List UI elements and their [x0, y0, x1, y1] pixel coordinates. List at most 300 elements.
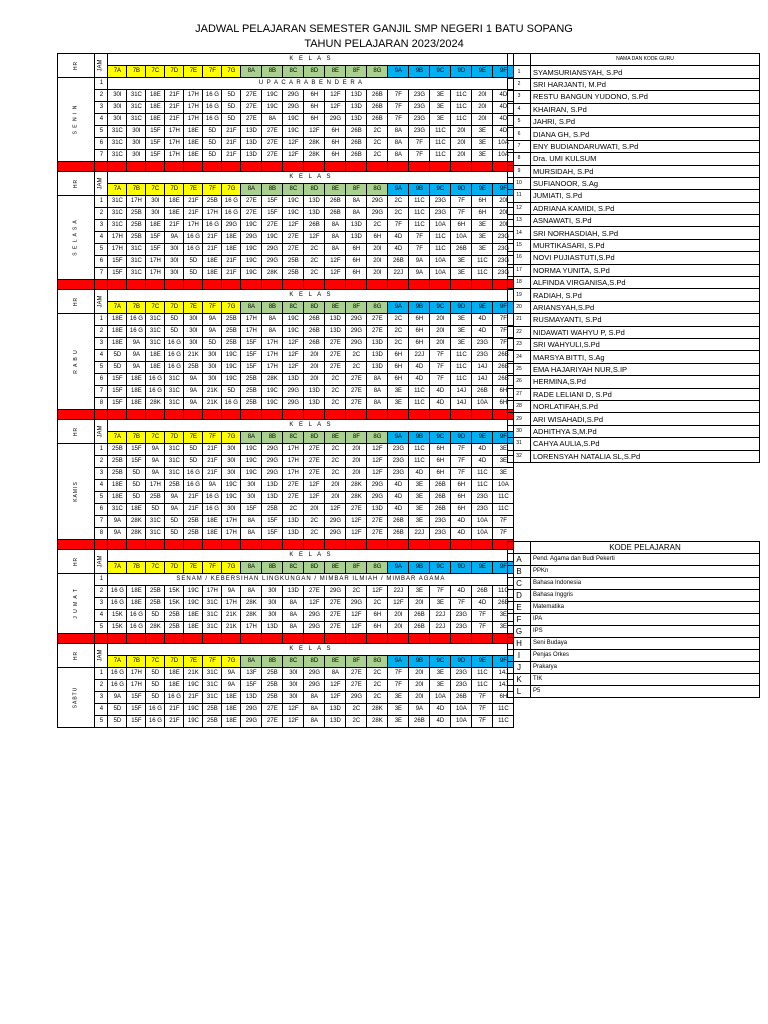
- schedule-cell: 9A: [146, 468, 165, 480]
- schedule-cell: 25B: [108, 456, 127, 468]
- schedule-cell: 31C: [127, 256, 146, 268]
- class-header-cell: 9C: [430, 184, 451, 196]
- schedule-cell: 30I: [262, 610, 283, 622]
- teacher-row: [508, 351, 760, 363]
- schedule-cell: 19C: [222, 480, 241, 492]
- schedule-cell: 21F: [165, 102, 184, 114]
- schedule-cell: 12F: [304, 232, 325, 244]
- schedule-cell: 11C: [451, 374, 472, 386]
- schedule-cell: 19C: [184, 704, 203, 716]
- break-cell: [367, 280, 388, 290]
- break-cell: [146, 634, 165, 644]
- period-number: 4: [95, 232, 108, 244]
- schedule-cell: 29G: [346, 314, 367, 326]
- class-header-cell: 7F: [203, 562, 222, 574]
- schedule-cell: 28K: [146, 398, 165, 410]
- hari-header: [58, 290, 95, 314]
- jam-header-text: JAM: [97, 425, 104, 438]
- schedule-cell: 3E: [472, 138, 493, 150]
- schedule-cell: 18E: [222, 704, 241, 716]
- schedule-cell: 20I: [451, 138, 472, 150]
- schedule-cell: 31C: [108, 196, 127, 208]
- break-cell: [325, 280, 346, 290]
- teacher-name: JUMIATI, S.Pd: [531, 190, 760, 202]
- teacher-number: 12: [508, 202, 531, 214]
- jam-header-text: JAM: [97, 177, 104, 190]
- break-cell: [222, 280, 241, 290]
- schedule-row: [58, 208, 514, 220]
- break-cell: [184, 634, 203, 644]
- class-header-cell: 7A: [108, 66, 127, 78]
- schedule-cell: 4D: [430, 398, 451, 410]
- schedule-cell: 23G: [430, 516, 451, 528]
- schedule-cell: 29G: [346, 692, 367, 704]
- schedule-cell: 7F: [409, 244, 430, 256]
- schedule-row: [58, 504, 514, 516]
- teacher-number: 6: [508, 128, 531, 140]
- schedule-cell: 31C: [165, 456, 184, 468]
- subject-row: [508, 602, 760, 614]
- schedule-cell: 15F: [108, 268, 127, 280]
- schedule-cell: 3E: [451, 314, 472, 326]
- period-number: 7: [95, 386, 108, 398]
- schedule-cell: 23G: [409, 126, 430, 138]
- schedule-cell: 2C: [367, 668, 388, 680]
- schedule-cell: 21K: [222, 610, 241, 622]
- ceremony-note: SENAM / KEBERSIHAN LINGKUNGAN / MIMBAR ILMIAH / MIMBAR AGAMA: [108, 574, 514, 586]
- schedule-cell: 13D: [367, 350, 388, 362]
- schedule-cell: 17H: [146, 256, 165, 268]
- subject-code: C: [508, 578, 531, 590]
- schedule-cell: 9A: [203, 314, 222, 326]
- schedule-cell: 2C: [367, 138, 388, 150]
- schedule-row: [58, 598, 514, 610]
- break-cell: [283, 634, 304, 644]
- schedule-cell: 31C: [165, 398, 184, 410]
- period-number: 4: [95, 480, 108, 492]
- period-number: 2: [95, 456, 108, 468]
- schedule-cell: 21F: [203, 232, 222, 244]
- class-header-cell: 9D: [451, 432, 472, 444]
- schedule-cell: 31C: [203, 680, 222, 692]
- teacher-number: 21: [508, 314, 531, 326]
- class-header-cell: 9B: [409, 66, 430, 78]
- schedule-cell: 29G: [367, 492, 388, 504]
- schedule-cell: 17H: [146, 268, 165, 280]
- schedule-cell: 11C: [472, 256, 493, 268]
- schedule-cell: 5D: [165, 516, 184, 528]
- schedule-cell: 12F: [304, 598, 325, 610]
- subject-row: [508, 662, 760, 674]
- class-header-cell: 7A: [108, 562, 127, 574]
- break-cell: [165, 634, 184, 644]
- teacher-number: 10: [508, 177, 531, 189]
- teacher-row: [508, 252, 760, 264]
- schedule-cell: 20I: [451, 126, 472, 138]
- schedule-cell: 29G: [367, 208, 388, 220]
- teacher-number: 27: [508, 388, 531, 400]
- schedule-cell: 6H: [304, 90, 325, 102]
- schedule-cell: 23G: [451, 622, 472, 634]
- teacher-row: [508, 438, 760, 450]
- teacher-name: LORENSYAH NATALIA SL,S.Pd: [531, 450, 760, 462]
- class-header-cell: 7F: [203, 66, 222, 78]
- period-number: 4: [95, 610, 108, 622]
- schedule-cell: 27E: [346, 504, 367, 516]
- schedule-cell: 9A: [127, 338, 146, 350]
- schedule-cell: 11C: [451, 362, 472, 374]
- teacher-row: [508, 91, 760, 103]
- teacher-name: DIANA GH, S.Pd: [531, 128, 760, 140]
- schedule-cell: 2C: [325, 398, 346, 410]
- day-label: [58, 444, 95, 540]
- schedule-cell: 26B: [493, 350, 514, 362]
- schedule-cell: 15F: [108, 374, 127, 386]
- class-header-cell: 8F: [346, 184, 367, 196]
- schedule-cell: 25B: [146, 586, 165, 598]
- schedule-cell: 12F: [325, 692, 346, 704]
- schedule-cell: 26B: [493, 598, 514, 610]
- schedule-cell: 4D: [388, 504, 409, 516]
- schedule-cell: 26B: [430, 504, 451, 516]
- schedule-cell: 11C: [430, 232, 451, 244]
- schedule-cell: 31C: [165, 468, 184, 480]
- class-header-cell: 7C: [146, 302, 165, 314]
- schedule-cell: 16 G: [203, 114, 222, 126]
- subject-name: IPS: [531, 626, 760, 638]
- schedule-cell: 23G: [472, 350, 493, 362]
- schedule-cell: 16 G: [222, 196, 241, 208]
- schedule-cell: 11C: [493, 704, 514, 716]
- schedule-cell: 4D: [472, 326, 493, 338]
- break-cell: [165, 280, 184, 290]
- schedule-cell: 11C: [472, 668, 493, 680]
- schedule-cell: 30I: [127, 126, 146, 138]
- schedule-cell: 12F: [283, 704, 304, 716]
- schedule-cell: 30I: [203, 350, 222, 362]
- subject-row: [508, 578, 760, 590]
- schedule-cell: 21F: [165, 704, 184, 716]
- teacher-number: 24: [508, 351, 531, 363]
- schedule-cell: 30I: [283, 692, 304, 704]
- period-number: 4: [95, 114, 108, 126]
- teacher-number: 31: [508, 438, 531, 450]
- header-row: [58, 550, 514, 562]
- schedule-cell: 20I: [430, 338, 451, 350]
- schedule-cell: 3E: [451, 326, 472, 338]
- schedule-row: [58, 492, 514, 504]
- schedule-cell: 25B: [283, 256, 304, 268]
- teacher-number: 23: [508, 338, 531, 350]
- schedule-cell: 5D: [146, 610, 165, 622]
- schedule-cell: 27E: [367, 326, 388, 338]
- schedule-cell: 16 G: [127, 610, 146, 622]
- schedule-cell: 19C: [241, 468, 262, 480]
- schedule-cell: 6H: [451, 492, 472, 504]
- period-number: 8: [95, 528, 108, 540]
- schedule-cell: 7F: [430, 362, 451, 374]
- schedule-cell: 20I: [472, 102, 493, 114]
- class-header-cell: 7D: [165, 656, 184, 668]
- class-header-cell: 9A: [388, 656, 409, 668]
- schedule-cell: 16 G: [184, 468, 203, 480]
- schedule-cell: 18E: [146, 220, 165, 232]
- period-number: 5: [95, 622, 108, 634]
- schedule-cell: 25B: [241, 386, 262, 398]
- class-header-cell: 7E: [184, 562, 203, 574]
- schedule-row: [58, 622, 514, 634]
- class-header-cell: 9D: [451, 302, 472, 314]
- schedule-cell: 21K: [203, 386, 222, 398]
- schedule-cell: 2C: [304, 256, 325, 268]
- schedule-cell: 13D: [325, 326, 346, 338]
- period-number: 1: [95, 314, 108, 326]
- period-number: 1: [95, 668, 108, 680]
- schedule-cell: 15F: [127, 444, 146, 456]
- schedule-cell: 18E: [108, 480, 127, 492]
- schedule-cell: 11C: [409, 196, 430, 208]
- schedule-cell: 12F: [304, 480, 325, 492]
- schedule-cell: 13D: [241, 692, 262, 704]
- schedule-row: [58, 90, 514, 102]
- schedule-cell: 3E: [430, 114, 451, 126]
- teacher-number: 4: [508, 103, 531, 115]
- class-header-cell: 8B: [262, 184, 283, 196]
- schedule-cell: 23G: [451, 680, 472, 692]
- teacher-row: [508, 289, 760, 301]
- subject-name: P5: [531, 686, 760, 698]
- schedule-cell: 29G: [262, 256, 283, 268]
- schedule-cell: 6H: [367, 610, 388, 622]
- schedule-row: [58, 138, 514, 150]
- schedule-cell: 18E: [127, 586, 146, 598]
- period-number: 4: [95, 350, 108, 362]
- teacher-name: JAHRI, S.Pd: [531, 115, 760, 127]
- break-cell: [127, 634, 146, 644]
- schedule-cell: 8A: [241, 516, 262, 528]
- schedule-row: [58, 716, 514, 728]
- schedule-cell: 7F: [451, 468, 472, 480]
- schedule-cell: 8A: [346, 196, 367, 208]
- schedule-cell: 5D: [222, 114, 241, 126]
- schedule-cell: 7F: [451, 598, 472, 610]
- schedule-cell: 31C: [146, 528, 165, 540]
- schedule-cell: 16 G: [203, 492, 222, 504]
- schedule-cell: 18E: [108, 492, 127, 504]
- schedule-cell: 17H: [165, 150, 184, 162]
- break-cell: [451, 280, 472, 290]
- schedule-cell: 14J: [493, 680, 514, 692]
- schedule-cell: 8A: [283, 598, 304, 610]
- schedule-cell: 30I: [222, 456, 241, 468]
- schedule-cell: 17H: [222, 516, 241, 528]
- schedule-cell: 12F: [325, 90, 346, 102]
- break-cell: [409, 540, 430, 550]
- schedule-cell: 19C: [283, 114, 304, 126]
- schedule-cell: 30I: [108, 90, 127, 102]
- teacher-row: [508, 363, 760, 375]
- teacher-row: [508, 326, 760, 338]
- subject-code: E: [508, 602, 531, 614]
- teacher-num-header: [508, 54, 531, 66]
- schedule-cell: 26B: [304, 326, 325, 338]
- schedule-cell: 5D: [222, 90, 241, 102]
- schedule-cell: 15F: [262, 196, 283, 208]
- schedule-cell: 3E: [451, 268, 472, 280]
- schedule-cell: 16 G: [127, 326, 146, 338]
- schedule-cell: 17H: [262, 338, 283, 350]
- day-name: R A B U: [72, 349, 79, 374]
- schedule-cell: 6H: [325, 138, 346, 150]
- schedule-cell: 25B: [203, 704, 222, 716]
- schedule-cell: 13D: [304, 398, 325, 410]
- schedule-cell: 23G: [409, 90, 430, 102]
- schedule-cell: 20I: [430, 326, 451, 338]
- schedule-cell: 22J: [430, 622, 451, 634]
- schedule-cell: 6H: [409, 338, 430, 350]
- teacher-number: 18: [508, 277, 531, 289]
- schedule-cell: 17H: [127, 680, 146, 692]
- schedule-cell: 6H: [367, 232, 388, 244]
- hari-header: [58, 644, 95, 668]
- schedule-cell: 28K: [241, 610, 262, 622]
- schedule-cell: 18E: [127, 374, 146, 386]
- teacher-name: SRI HARJANTI, M.Pd: [531, 78, 760, 90]
- schedule-cell: 17H: [127, 668, 146, 680]
- schedule-cell: 16 G: [165, 338, 184, 350]
- schedule-row: [58, 126, 514, 138]
- class-header-cell: 7D: [165, 432, 184, 444]
- schedule-row: [58, 398, 514, 410]
- schedule-cell: 9A: [127, 362, 146, 374]
- schedule-cell: 18E: [146, 350, 165, 362]
- schedule-cell: 17H: [127, 196, 146, 208]
- hari-header: [58, 550, 95, 574]
- teacher-row: [508, 239, 760, 251]
- schedule-cell: 6H: [367, 622, 388, 634]
- schedule-cell: 16 G: [108, 598, 127, 610]
- class-header-cell: 9E: [472, 184, 493, 196]
- schedule-cell: 3E: [388, 704, 409, 716]
- schedule-cell: 5D: [165, 314, 184, 326]
- schedule-cell: 18E: [222, 232, 241, 244]
- schedule-cell: 13D: [241, 138, 262, 150]
- schedule-cell: 6H: [472, 208, 493, 220]
- jam-header-text: JAM: [97, 59, 104, 72]
- break-cell: [388, 540, 409, 550]
- period-number: 6: [95, 138, 108, 150]
- class-header-cell: 8G: [367, 562, 388, 574]
- class-header-cell: 7B: [127, 432, 146, 444]
- schedule-cell: 6H: [451, 504, 472, 516]
- subject-header-row: [508, 542, 760, 554]
- break-cell: [430, 540, 451, 550]
- schedule-cell: 13D: [262, 622, 283, 634]
- schedule-cell: 10A: [430, 692, 451, 704]
- schedule-cell: 25B: [203, 716, 222, 728]
- schedule-cell: 17H: [241, 326, 262, 338]
- class-header-cell: 9E: [472, 562, 493, 574]
- break-cell: [388, 162, 409, 172]
- schedule-cell: 14J: [493, 668, 514, 680]
- period-number: 6: [95, 504, 108, 516]
- schedule-cell: 13D: [304, 386, 325, 398]
- hari-header-text: HR: [72, 556, 79, 567]
- schedule-cell: 3E: [430, 90, 451, 102]
- schedule-row: [58, 244, 514, 256]
- period-number: 2: [95, 208, 108, 220]
- day-label: [58, 78, 95, 162]
- class-header-cell: 8D: [304, 184, 325, 196]
- schedule-cell: 28K: [367, 704, 388, 716]
- break-cell: [203, 540, 222, 550]
- break-cell: [127, 410, 146, 420]
- schedule-cell: 20I: [388, 622, 409, 634]
- class-header-cell: 7C: [146, 432, 165, 444]
- schedule-cell: 31C: [203, 598, 222, 610]
- schedule-cell: 3E: [430, 102, 451, 114]
- class-header-cell: 7B: [127, 656, 146, 668]
- day-label: [58, 196, 95, 280]
- subject-name: Bahasa Inggris: [531, 590, 760, 602]
- schedule-cell: 20I: [346, 456, 367, 468]
- teacher-name: ARI WISAHADI,S.Pd: [531, 413, 760, 425]
- schedule-cell: 27E: [304, 468, 325, 480]
- break-cell: [346, 280, 367, 290]
- break-cell: [472, 410, 493, 420]
- teacher-name: MARSYA BITTI, S.Ag: [531, 351, 760, 363]
- schedule-cell: 6H: [388, 362, 409, 374]
- teacher-row: [508, 153, 760, 165]
- schedule-cell: 2C: [304, 516, 325, 528]
- schedule-cell: 15F: [241, 504, 262, 516]
- break-cell: [409, 634, 430, 644]
- teacher-name: NORLATIFAH,S.Pd: [531, 400, 760, 412]
- teacher-row: [508, 277, 760, 289]
- schedule-cell: 4D: [451, 528, 472, 540]
- schedule-cell: 15F: [108, 386, 127, 398]
- class-header-cell: 8C: [283, 656, 304, 668]
- schedule-cell: 16 G: [108, 680, 127, 692]
- schedule-cell: 25B: [165, 610, 184, 622]
- class-header-cell: 8D: [304, 432, 325, 444]
- jam-header-text: JAM: [97, 295, 104, 308]
- class-header-cell: 8F: [346, 66, 367, 78]
- schedule-cell: 13D: [346, 114, 367, 126]
- schedule-cell: 7F: [409, 138, 430, 150]
- break-cell: [127, 540, 146, 550]
- schedule-cell: 11C: [472, 268, 493, 280]
- schedule-cell: 22J: [409, 528, 430, 540]
- schedule-cell: 29G: [262, 244, 283, 256]
- schedule-cell: 9A: [203, 480, 222, 492]
- schedule-cell: 18E: [108, 326, 127, 338]
- schedule-cell: 8A: [262, 114, 283, 126]
- schedule-cell: 18E: [203, 256, 222, 268]
- schedule-cell: 13D: [283, 374, 304, 386]
- class-header-cell: 7C: [146, 184, 165, 196]
- schedule-cell: 16 G: [203, 220, 222, 232]
- schedule-row: [58, 456, 514, 468]
- schedule-cell: 9A: [165, 504, 184, 516]
- break-cell: [346, 634, 367, 644]
- schedule-cell: 17H: [203, 586, 222, 598]
- break-cell: [58, 280, 95, 290]
- break-cell: [108, 280, 127, 290]
- kelas-header: K E L A S: [108, 420, 514, 432]
- schedule-row: [58, 374, 514, 386]
- schedule-cell: 15F: [262, 528, 283, 540]
